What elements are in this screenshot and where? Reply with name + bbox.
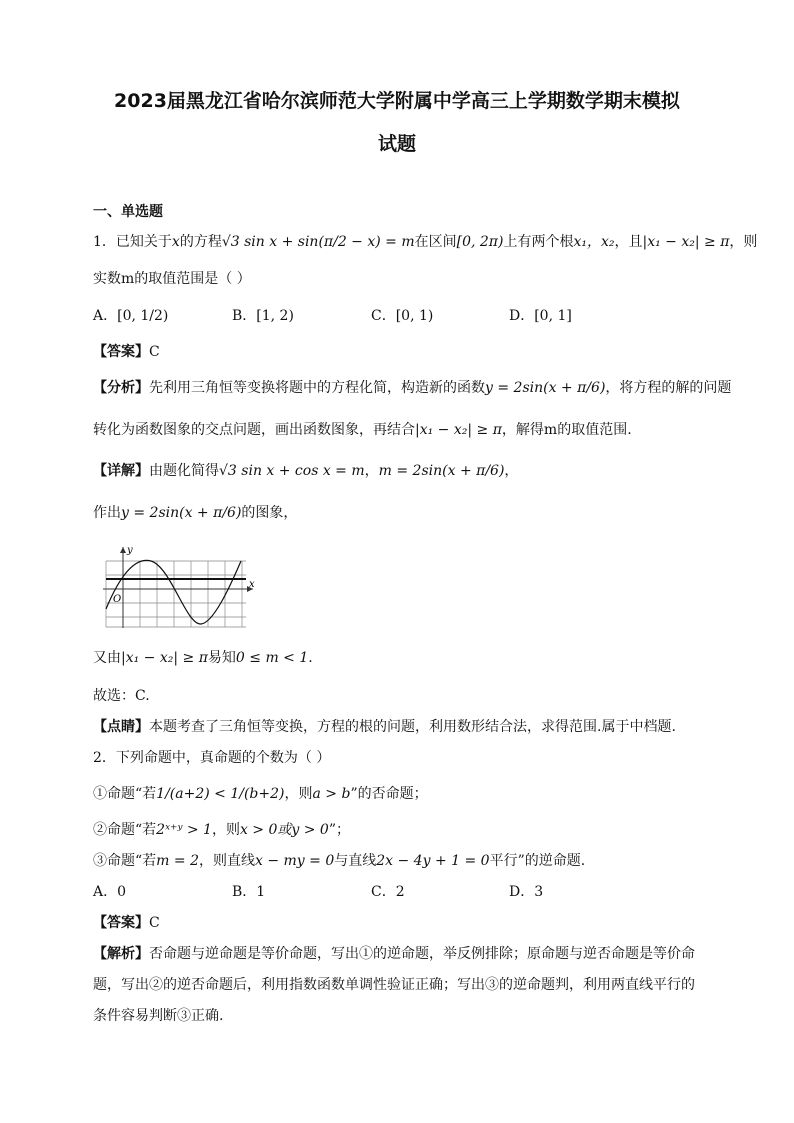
q1-stem-line2: 实数m的取值范围是（ ） (93, 271, 251, 287)
text: 本题考查了三角恒等变换，方程的根的问题，利用数形结合法，求得范围.属于中档题. (149, 719, 676, 735)
math-function: y = 2sin(x + π/6) (485, 380, 606, 396)
text: ，将方程的解的问题 (605, 380, 732, 396)
q2-item-1 (93, 784, 713, 804)
q2-solution-line2: 题，写出②的逆否命题后，利用指数函数单调性验证正确；写出③的逆命题判，利用两直线平行的 (93, 977, 695, 993)
math-function: y = 2sin(x + π/6) (121, 505, 242, 521)
q1-detail-line2 (93, 503, 713, 523)
graph-y-arrow (120, 547, 126, 553)
text: 在区间 (414, 234, 457, 250)
q2-solution-line1 (93, 944, 713, 964)
detail-tag: 【详解】 (93, 463, 149, 479)
q2-solution-line3: 条件容易判断③正确. (93, 1008, 224, 1024)
q2-option-c: C．2 (371, 884, 405, 900)
math: x (171, 234, 180, 250)
q1-option-d: D．[0, 1] (509, 308, 572, 324)
text: 的图象， (241, 505, 298, 521)
math-roots: x₁，x₂ (573, 234, 615, 250)
text: ”的否命题； (350, 786, 428, 802)
math-conclusion: a > b (312, 786, 351, 802)
text: 先利用三角恒等变换将题中的方程化简，构造新的函数 (149, 380, 485, 396)
sine-graph (101, 543, 261, 629)
q2-item-2 (93, 820, 713, 840)
comment-tag: 【点睛】 (93, 719, 149, 735)
q2-stem: 2．下列命题中，真命题的个数为（ ） (93, 750, 331, 766)
text: ，解得m的取值范围. (501, 422, 632, 438)
text: . (308, 650, 313, 666)
q1-analysis-line2 (93, 420, 713, 440)
q2-option-a: A．0 (93, 884, 127, 900)
math-condition: |x₁ − x₂| ≥ π (415, 422, 502, 438)
text: 转化为函数图象的交点问题，画出函数图象，再结合 (93, 422, 415, 438)
text: ，则 (729, 234, 758, 250)
text: ①命题“若 (93, 786, 157, 802)
text: 的方程 (179, 234, 222, 250)
math-interval: [0, 2π) (456, 234, 504, 250)
text: 由题化简得 (149, 463, 219, 479)
text: ②命题“若 (93, 822, 157, 838)
q1-answer (93, 342, 713, 362)
q2-item-3 (93, 851, 713, 871)
q1-option-a: A．[0, 1/2) (93, 308, 169, 324)
q1-choose: 故选：C. (93, 688, 150, 704)
answer-tag: 【答案】 (93, 344, 149, 360)
text: 平行”的逆命题. (489, 853, 586, 869)
solution-tag: 【解析】 (93, 946, 149, 962)
q1-conclusion (93, 648, 713, 668)
graph-label-y: y (127, 545, 133, 556)
answer-tag: 【答案】 (93, 915, 149, 931)
math-line: 2x − 4y + 1 = 0 (376, 853, 490, 869)
q2-option-d: D．3 (509, 884, 544, 900)
text: 又由 (93, 650, 121, 666)
q1-analysis-line1 (93, 378, 732, 398)
graph-label-origin: O (113, 594, 122, 605)
q1-stem-line1 (93, 232, 758, 252)
text: 1．已知关于 (93, 234, 172, 250)
text: ， (504, 463, 519, 479)
math-line: x − my = 0 (255, 853, 335, 869)
math-condition: |x₁ − x₂| ≥ π (642, 234, 730, 250)
text: ，且 (614, 234, 643, 250)
text: ，则 (211, 822, 240, 838)
math-equation: √3 sin x + sin(π/2 − x) = m (221, 234, 415, 250)
answer-value: C (149, 344, 160, 360)
q1-detail-line1 (93, 461, 713, 481)
math-conclusion: x > 0或y > 0 (239, 822, 329, 838)
q1-option-b: B．[1, 2) (232, 308, 294, 324)
text: 作出 (93, 505, 121, 521)
text: 与直线 (334, 853, 377, 869)
text: ， (364, 463, 379, 479)
graph-sine-curve (106, 560, 241, 624)
q1-comment (93, 717, 713, 737)
math-condition: |x₁ − x₂| ≥ π (121, 650, 208, 666)
math-condition: 1/(a+2) < 1/(b+2) (156, 786, 285, 802)
math-condition: 2ˣ⁺ʸ > 1 (156, 822, 212, 838)
document-title: 2023届黑龙江省哈尔滨师范大学附属中学高三上学期数学期末模拟 (114, 90, 680, 112)
document-title-continued: 试题 (377, 133, 416, 155)
math-equation: √3 sin x + cos x = m (219, 463, 365, 479)
math-condition: m = 2 (156, 853, 199, 869)
text: 易知 (207, 650, 236, 666)
math-equation: m = 2sin(x + π/6) (378, 463, 505, 479)
q2-option-b: B．1 (232, 884, 266, 900)
text: ③命题“若 (93, 853, 157, 869)
analysis-tag: 【分析】 (93, 380, 149, 396)
text: 否命题与逆命题是等价命题，写出①的逆命题，举反例排除；原命题与逆否命题是等价命 (149, 946, 695, 962)
q2-answer (93, 913, 713, 933)
text: ，则直线 (199, 853, 255, 869)
q1-option-c: C．[0, 1) (371, 308, 434, 324)
graph-label-x: x (249, 579, 255, 590)
answer-value: C (149, 915, 160, 931)
text: 上有两个根 (503, 234, 574, 250)
section-heading: 一、单选题 (93, 204, 163, 220)
text: ”； (328, 822, 351, 838)
math-range: 0 ≤ m < 1 (235, 650, 309, 666)
text: ，则 (284, 786, 313, 802)
